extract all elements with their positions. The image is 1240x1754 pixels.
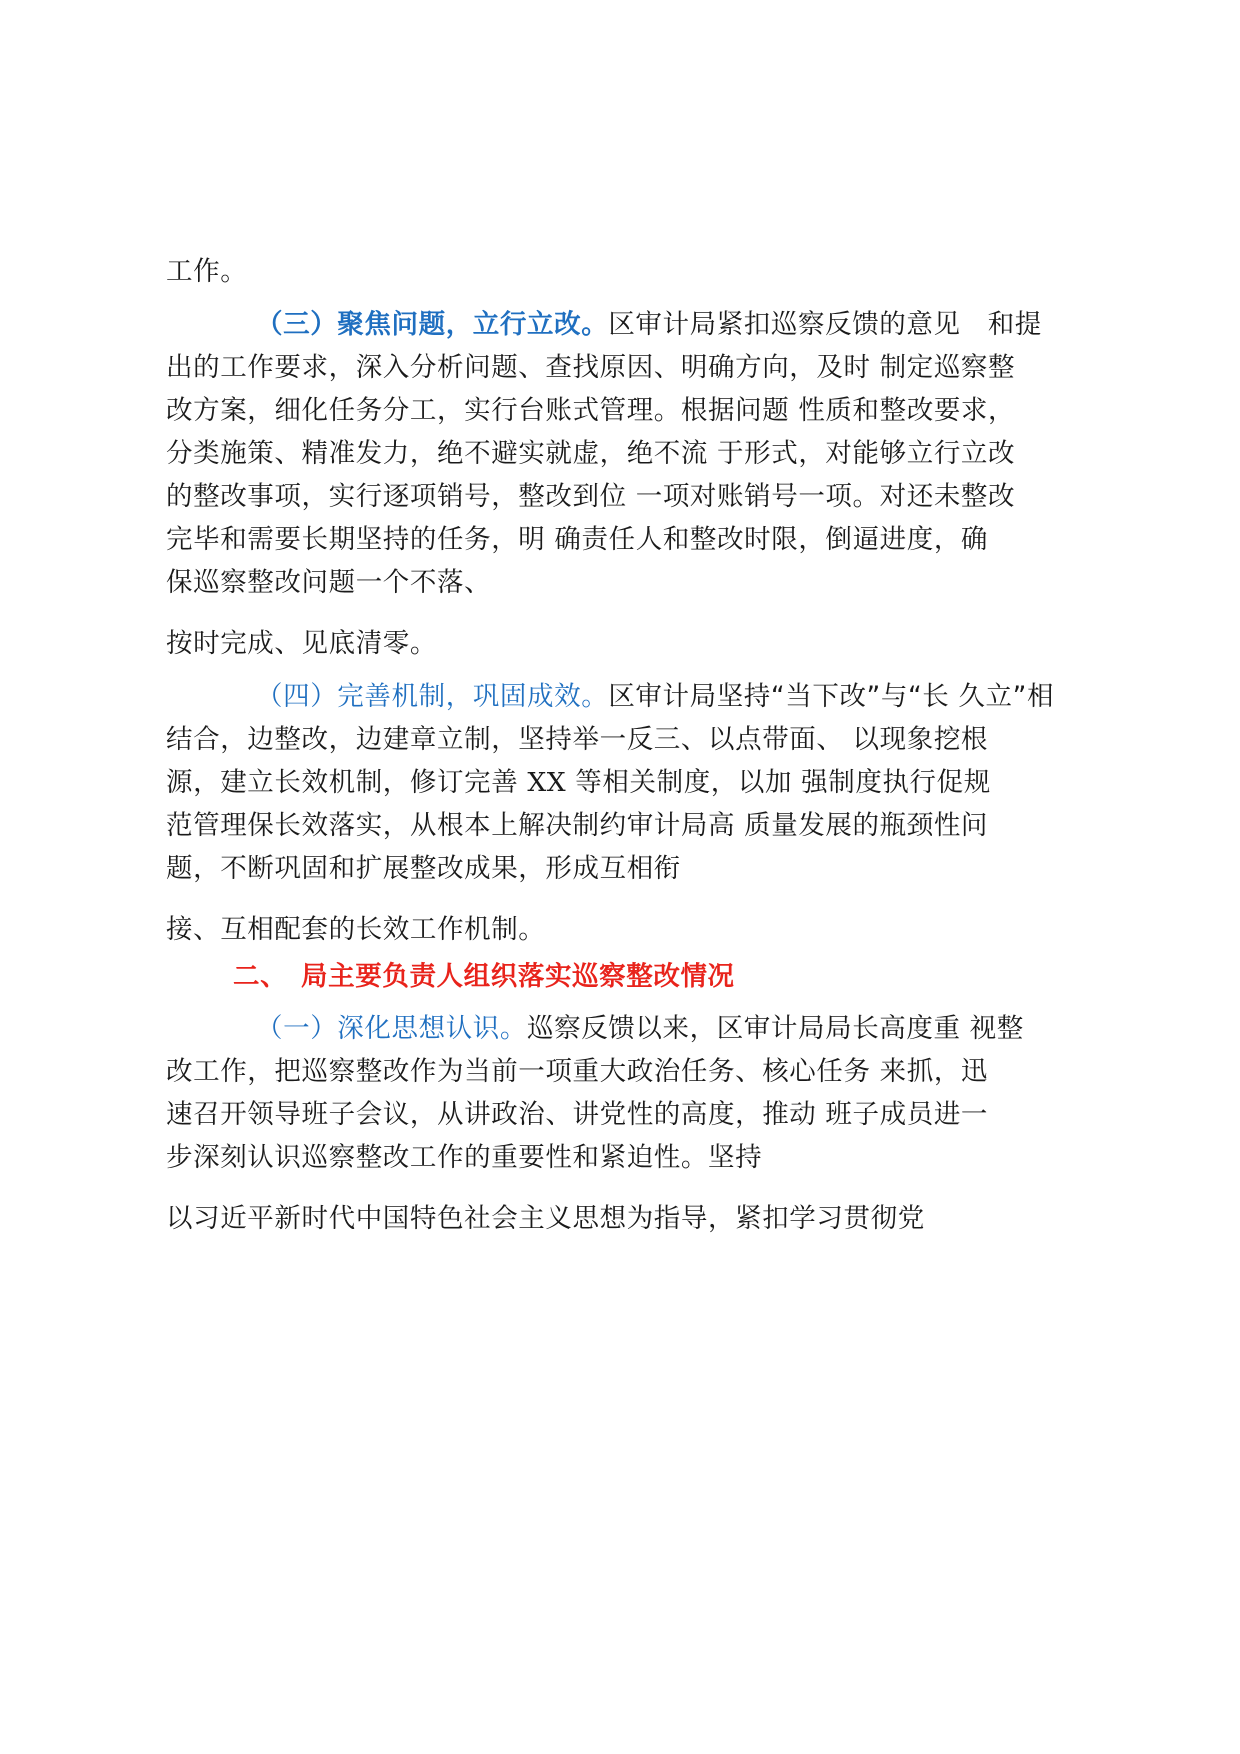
paragraph-line: 接、互相配套的长效工作机制。 [166, 914, 546, 945]
paragraph-line: 保巡察整改问题一个不落、 [166, 567, 492, 598]
paragraph-line: 工作。 [166, 256, 248, 287]
paragraph-line: 按时完成、见底清零。 [166, 628, 437, 659]
paragraph-line [256, 308, 1042, 342]
paragraph-line: 以习近平新时代中国特色社会主义思想为指导，紧扣学习贯彻党 [166, 1203, 925, 1234]
paragraph-line: 题，不断巩固和扩展整改成果，形成互相衔 [166, 853, 681, 884]
paragraph-text: 等相关制度，以加 强制度执行促规 [566, 767, 991, 798]
paragraph-line: 分类施策、精准发力，绝不避实就虚，绝不流 于形式，对能够立行立改 [166, 438, 1016, 469]
section-heading-4: （四）完善机制，巩固成效。 [256, 681, 609, 712]
paragraph-line: 改工作，把巡察整改作为当前一项重大政治任务、核心任务 来抓，迅 [166, 1056, 989, 1087]
paragraph-line [256, 1012, 1024, 1046]
paragraph-line: 改方案，细化任务分工，实行台账式管理。根据问题 性质和整改要求， [166, 395, 1016, 426]
paragraph-line: 范管理保长效落实，从根本上解决制约审计局高 质量发展的瓶颈性问 [166, 810, 989, 841]
paragraph-line [166, 766, 991, 800]
paragraph-text: 巡察反馈以来，区审计局局长高度重 视整 [527, 1013, 1024, 1044]
paragraph-text: 区审计局紧扣巡察反馈的意见 和提 [608, 309, 1042, 340]
paragraph-line: 的整改事项，实行逐项销号，整改到位 一项对账销号一项。对还未整改 [166, 481, 1016, 512]
paragraph-text: 区审计局坚持“当下改”与“长 久立”相 [608, 681, 1055, 712]
paragraph-line: 速召开领导班子会议，从讲政治、讲党性的高度，推动 班子成员进一 [166, 1099, 989, 1130]
paragraph-line: 步深刻认识巡察整改工作的重要性和紧迫性。坚持 [166, 1142, 763, 1173]
section-heading-2: 二、 局主要负责人组织落实巡察整改情况 [233, 961, 735, 992]
placeholder-xx: XX [527, 767, 567, 798]
paragraph-line [256, 680, 1054, 714]
section-heading-1: （一）深化思想认识。 [256, 1013, 527, 1044]
paragraph-line: 结合，边整改，边建章立制，坚持举一反三、以点带面、 以现象挖根 [166, 724, 989, 755]
paragraph-text: 源，建立长效机制，修订完善 [166, 767, 528, 798]
paragraph-line: 完毕和需要长期坚持的任务，明 确责任人和整改时限，倒逼进度，确 [166, 524, 989, 555]
section-heading-3: （三）聚焦问题，立行立改。 [256, 309, 609, 340]
paragraph-line: 出的工作要求，深入分析问题、查找原因、明确方向，及时 制定巡察整 [166, 352, 1016, 383]
